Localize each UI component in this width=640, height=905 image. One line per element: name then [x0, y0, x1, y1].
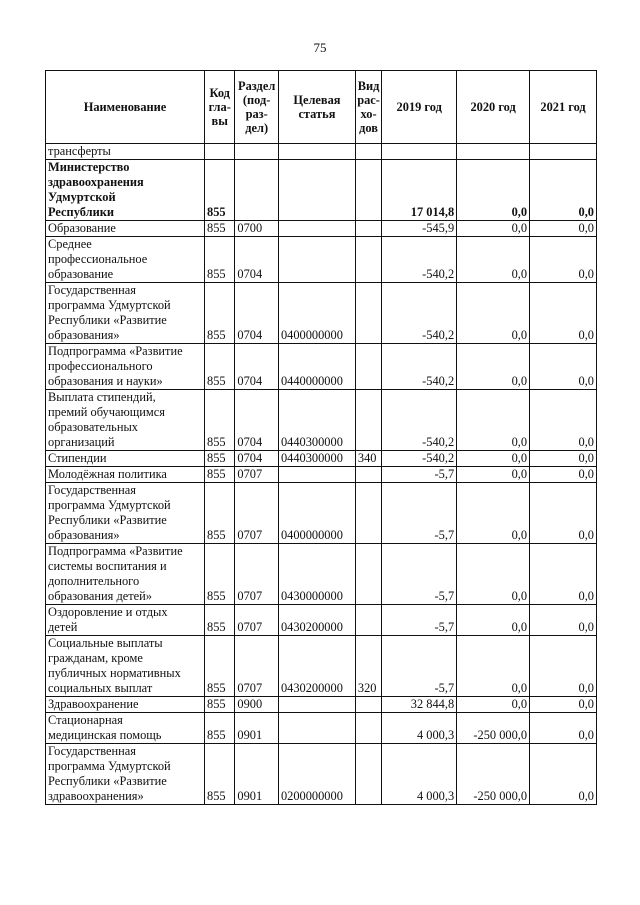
- cell-chapter: 855: [205, 237, 235, 283]
- cell-name: трансферты: [46, 144, 205, 160]
- table-row: [46, 160, 597, 221]
- cell-expense: 340: [355, 451, 381, 467]
- cell-2021: 0,0: [530, 697, 597, 713]
- cell-expense: [355, 605, 381, 636]
- cell-expense: [355, 744, 381, 805]
- cell-chapter: 855: [205, 283, 235, 344]
- cell-section: 0901: [235, 744, 279, 805]
- cell-target: 0200000000: [278, 744, 355, 805]
- table-row: [46, 713, 597, 744]
- cell-2019: -540,2: [382, 344, 457, 390]
- cell-expense: [355, 237, 381, 283]
- cell-section: 0704: [235, 390, 279, 451]
- header-expense: Вид рас- хо- дов: [355, 71, 381, 144]
- cell-chapter: 855: [205, 605, 235, 636]
- cell-2021: 0,0: [530, 483, 597, 544]
- cell-2021: 0,0: [530, 605, 597, 636]
- cell-2021: 0,0: [530, 451, 597, 467]
- cell-name: Оздоровление и отдых детей: [46, 605, 205, 636]
- cell-chapter: 855: [205, 390, 235, 451]
- cell-section: 0707: [235, 605, 279, 636]
- cell-2019: -5,7: [382, 467, 457, 483]
- cell-chapter: 855: [205, 713, 235, 744]
- cell-name: Государственная программа Удмуртской Республики «Развитие здравоохранения»: [46, 744, 205, 805]
- table-row: [46, 744, 597, 805]
- cell-2019: -540,2: [382, 390, 457, 451]
- cell-2021: 0,0: [530, 744, 597, 805]
- cell-target: [278, 237, 355, 283]
- cell-section: [235, 160, 279, 221]
- cell-chapter: 855: [205, 221, 235, 237]
- cell-target: 0400000000: [278, 483, 355, 544]
- table-row: [46, 483, 597, 544]
- cell-2020: 0,0: [457, 344, 530, 390]
- cell-target: 0440300000: [278, 390, 355, 451]
- header-target: Целевая статья: [278, 71, 355, 144]
- cell-section: 0707: [235, 544, 279, 605]
- cell-chapter: 855: [205, 744, 235, 805]
- cell-2019: -540,2: [382, 237, 457, 283]
- cell-section: 0707: [235, 636, 279, 697]
- cell-name: Здравоохранение: [46, 697, 205, 713]
- header-chapter: Код гла- вы: [205, 71, 235, 144]
- cell-2020: 0,0: [457, 544, 530, 605]
- cell-2021: 0,0: [530, 713, 597, 744]
- cell-name: Выплата стипендий, премий обучающимся образовательных организаций: [46, 390, 205, 451]
- cell-name: Среднее профессиональное образование: [46, 237, 205, 283]
- page-number: 75: [313, 40, 327, 55]
- cell-section: 0704: [235, 344, 279, 390]
- table-row: [46, 697, 597, 713]
- cell-chapter: 855: [205, 467, 235, 483]
- table-row: [46, 283, 597, 344]
- header-name: Наименование: [46, 71, 205, 144]
- table-row: [46, 144, 597, 160]
- cell-2019: -5,7: [382, 544, 457, 605]
- table-row: [46, 221, 597, 237]
- cell-2019: -545,9: [382, 221, 457, 237]
- cell-2019: -5,7: [382, 483, 457, 544]
- cell-2019: -5,7: [382, 605, 457, 636]
- cell-expense: [355, 221, 381, 237]
- cell-2021: 0,0: [530, 636, 597, 697]
- cell-2021: 0,0: [530, 237, 597, 283]
- cell-chapter: 855: [205, 483, 235, 544]
- cell-target: [278, 713, 355, 744]
- cell-chapter: [205, 144, 235, 160]
- cell-2021: 0,0: [530, 160, 597, 221]
- cell-target: 0430000000: [278, 544, 355, 605]
- cell-section: 0707: [235, 467, 279, 483]
- cell-target: 0440300000: [278, 451, 355, 467]
- cell-name: Государственная программа Удмуртской Республики «Развитие образования»: [46, 283, 205, 344]
- header-2020: 2020 год: [457, 71, 530, 144]
- cell-2021: 0,0: [530, 467, 597, 483]
- cell-expense: [355, 713, 381, 744]
- cell-target: 0430200000: [278, 636, 355, 697]
- cell-2020: 0,0: [457, 467, 530, 483]
- cell-expense: [355, 544, 381, 605]
- cell-2020: 0,0: [457, 451, 530, 467]
- cell-2021: 0,0: [530, 344, 597, 390]
- cell-name: Молодёжная политика: [46, 467, 205, 483]
- cell-2019: 32 844,8: [382, 697, 457, 713]
- cell-2019: 4 000,3: [382, 713, 457, 744]
- cell-chapter: 855: [205, 636, 235, 697]
- cell-2019: -5,7: [382, 636, 457, 697]
- cell-target: 0400000000: [278, 283, 355, 344]
- cell-section: 0900: [235, 697, 279, 713]
- cell-2019: 4 000,3: [382, 744, 457, 805]
- cell-2020: -250 000,0: [457, 744, 530, 805]
- table-row: [46, 605, 597, 636]
- cell-target: [278, 144, 355, 160]
- cell-name: Министерство здравоохранения Удмуртской Республики: [46, 160, 205, 221]
- cell-section: [235, 144, 279, 160]
- cell-2021: [530, 144, 597, 160]
- cell-section: 0901: [235, 713, 279, 744]
- cell-2020: 0,0: [457, 160, 530, 221]
- cell-target: [278, 697, 355, 713]
- budget-table: [45, 70, 597, 805]
- cell-section: 0704: [235, 283, 279, 344]
- cell-2020: 0,0: [457, 483, 530, 544]
- cell-name: Социальные выплаты гражданам, кроме публичных нормативных социальных выплат: [46, 636, 205, 697]
- cell-name: Стипендии: [46, 451, 205, 467]
- cell-chapter: 855: [205, 451, 235, 467]
- cell-section: 0704: [235, 451, 279, 467]
- cell-section: 0700: [235, 221, 279, 237]
- cell-2021: 0,0: [530, 283, 597, 344]
- header-section: Раздел (под- раз- дел): [235, 71, 279, 144]
- cell-chapter: 855: [205, 160, 235, 221]
- cell-2020: 0,0: [457, 390, 530, 451]
- cell-expense: [355, 160, 381, 221]
- cell-2021: 0,0: [530, 221, 597, 237]
- cell-name: Государственная программа Удмуртской Республики «Развитие образования»: [46, 483, 205, 544]
- cell-expense: [355, 283, 381, 344]
- cell-target: 0430200000: [278, 605, 355, 636]
- cell-expense: [355, 697, 381, 713]
- table-row: [46, 636, 597, 697]
- cell-target: 0440000000: [278, 344, 355, 390]
- cell-2020: 0,0: [457, 237, 530, 283]
- cell-2021: 0,0: [530, 390, 597, 451]
- cell-2020: 0,0: [457, 636, 530, 697]
- header-2021: 2021 год: [530, 71, 597, 144]
- cell-expense: 320: [355, 636, 381, 697]
- cell-expense: [355, 144, 381, 160]
- cell-chapter: 855: [205, 344, 235, 390]
- cell-2020: [457, 144, 530, 160]
- table-row: [46, 544, 597, 605]
- cell-expense: [355, 467, 381, 483]
- cell-2019: 17 014,8: [382, 160, 457, 221]
- cell-section: 0704: [235, 237, 279, 283]
- cell-2020: 0,0: [457, 697, 530, 713]
- table-row: [46, 390, 597, 451]
- header-2019: 2019 год: [382, 71, 457, 144]
- table-row: [46, 237, 597, 283]
- table-row: [46, 344, 597, 390]
- cell-name: Стационарная медицинская помощь: [46, 713, 205, 744]
- cell-chapter: 855: [205, 544, 235, 605]
- cell-target: [278, 221, 355, 237]
- table-row: [46, 467, 597, 483]
- cell-name: Подпрограмма «Развитие профессионального образования и науки»: [46, 344, 205, 390]
- cell-2020: -250 000,0: [457, 713, 530, 744]
- cell-target: [278, 467, 355, 483]
- header-row: [46, 71, 597, 144]
- cell-2021: 0,0: [530, 544, 597, 605]
- cell-name: Подпрограмма «Развитие системы воспитания и дополнительного образования детей»: [46, 544, 205, 605]
- cell-name: Образование: [46, 221, 205, 237]
- cell-section: 0707: [235, 483, 279, 544]
- cell-2020: 0,0: [457, 605, 530, 636]
- cell-expense: [355, 483, 381, 544]
- table-row: [46, 451, 597, 467]
- cell-2020: 0,0: [457, 221, 530, 237]
- cell-2020: 0,0: [457, 283, 530, 344]
- cell-expense: [355, 344, 381, 390]
- cell-2019: -540,2: [382, 283, 457, 344]
- cell-expense: [355, 390, 381, 451]
- cell-2019: -540,2: [382, 451, 457, 467]
- cell-chapter: 855: [205, 697, 235, 713]
- cell-target: [278, 160, 355, 221]
- cell-2019: [382, 144, 457, 160]
